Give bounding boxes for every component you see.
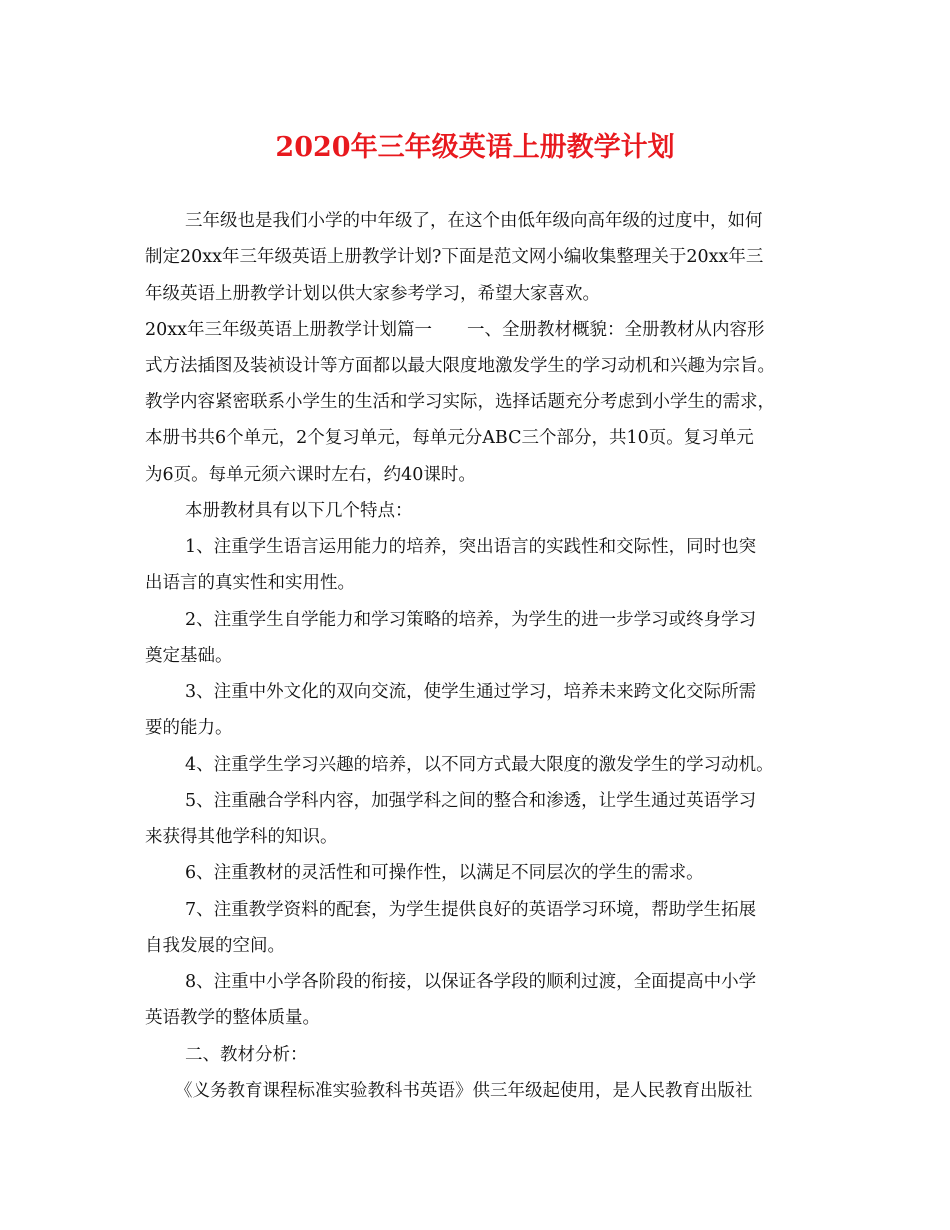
paragraph-line: 自我发展的空间。 (145, 936, 285, 956)
paragraph-line: 20xx年三年级英语上册教学计划篇一 一、全册教材概貌：全册教材从内容形 (145, 320, 765, 340)
paragraph-line: 4、注重学生学习兴趣的培养，以不同方式最大限度的激发学生的学习动机。 (185, 755, 774, 775)
paragraph-line: 来获得其他学科的知识。 (145, 827, 338, 847)
paragraph-line: 2、注重学生自学能力和学习策略的培养，为学生的进一步学习或终身学习 (185, 610, 757, 630)
paragraph-line: 7、注重教学资料的配套，为学生提供良好的英语学习环境，帮助学生拓展 (185, 900, 757, 920)
document-title: 2020年三年级英语上册教学计划 (275, 132, 675, 163)
paragraph-line: 《义务教育课程标准实验教科书英语》供三年级起使用，是人民教育出版社 (175, 1081, 753, 1101)
paragraph-line: 6、注重教材的灵活性和可操作性，以满足不同层次的学生的需求。 (185, 863, 704, 883)
paragraph-line: 本册书共6个单元，2个复习单元，每单元分ABC三个部分，共10页。复习单元 (145, 428, 754, 448)
paragraph-line: 5、注重融合学科内容，加强学科之间的整合和渗透，让学生通过英语学习 (185, 791, 757, 811)
paragraph-line: 3、注重中外文化的双向交流，使学生通过学习，培养未来跨文化交际所需 (185, 682, 757, 702)
paragraph-line: 1、注重学生语言运用能力的培养，突出语言的实践性和交际性，同时也突 (185, 537, 757, 557)
paragraph-line: 要的能力。 (145, 718, 233, 738)
paragraph-line: 二、教材分析： (185, 1045, 308, 1065)
paragraph-line: 式方法插图及装祯设计等方面都以最大限度地激发学生的学习动机和兴趣为宗旨。 (145, 356, 775, 376)
paragraph-line: 为6页。每单元须六课时左右，约40课时。 (145, 465, 476, 485)
paragraph-line: 英语教学的整体质量。 (145, 1008, 320, 1028)
paragraph-line: 出语言的真实性和实用性。 (145, 573, 355, 593)
paragraph-line: 8、注重中小学各阶段的衔接，以保证各学段的顺利过渡，全面提高中小学 (185, 972, 757, 992)
paragraph-line: 三年级也是我们小学的中年级了，在这个由低年级向高年级的过度中，如何 (185, 211, 763, 231)
paragraph-line: 奠定基础。 (145, 646, 233, 666)
paragraph-line: 年级英语上册教学计划以供大家参考学习，希望大家喜欢。 (145, 284, 600, 304)
paragraph-line: 教学内容紧密联系小学生的生活和学习实际，选择话题充分考虑到小学生的需求， (145, 392, 775, 412)
paragraph-line: 本册教材具有以下几个特点： (185, 501, 413, 521)
paragraph-line: 制定20xx年三年级英语上册教学计划?下面是范文网小编收集整理关于20xx年三 (145, 247, 764, 267)
